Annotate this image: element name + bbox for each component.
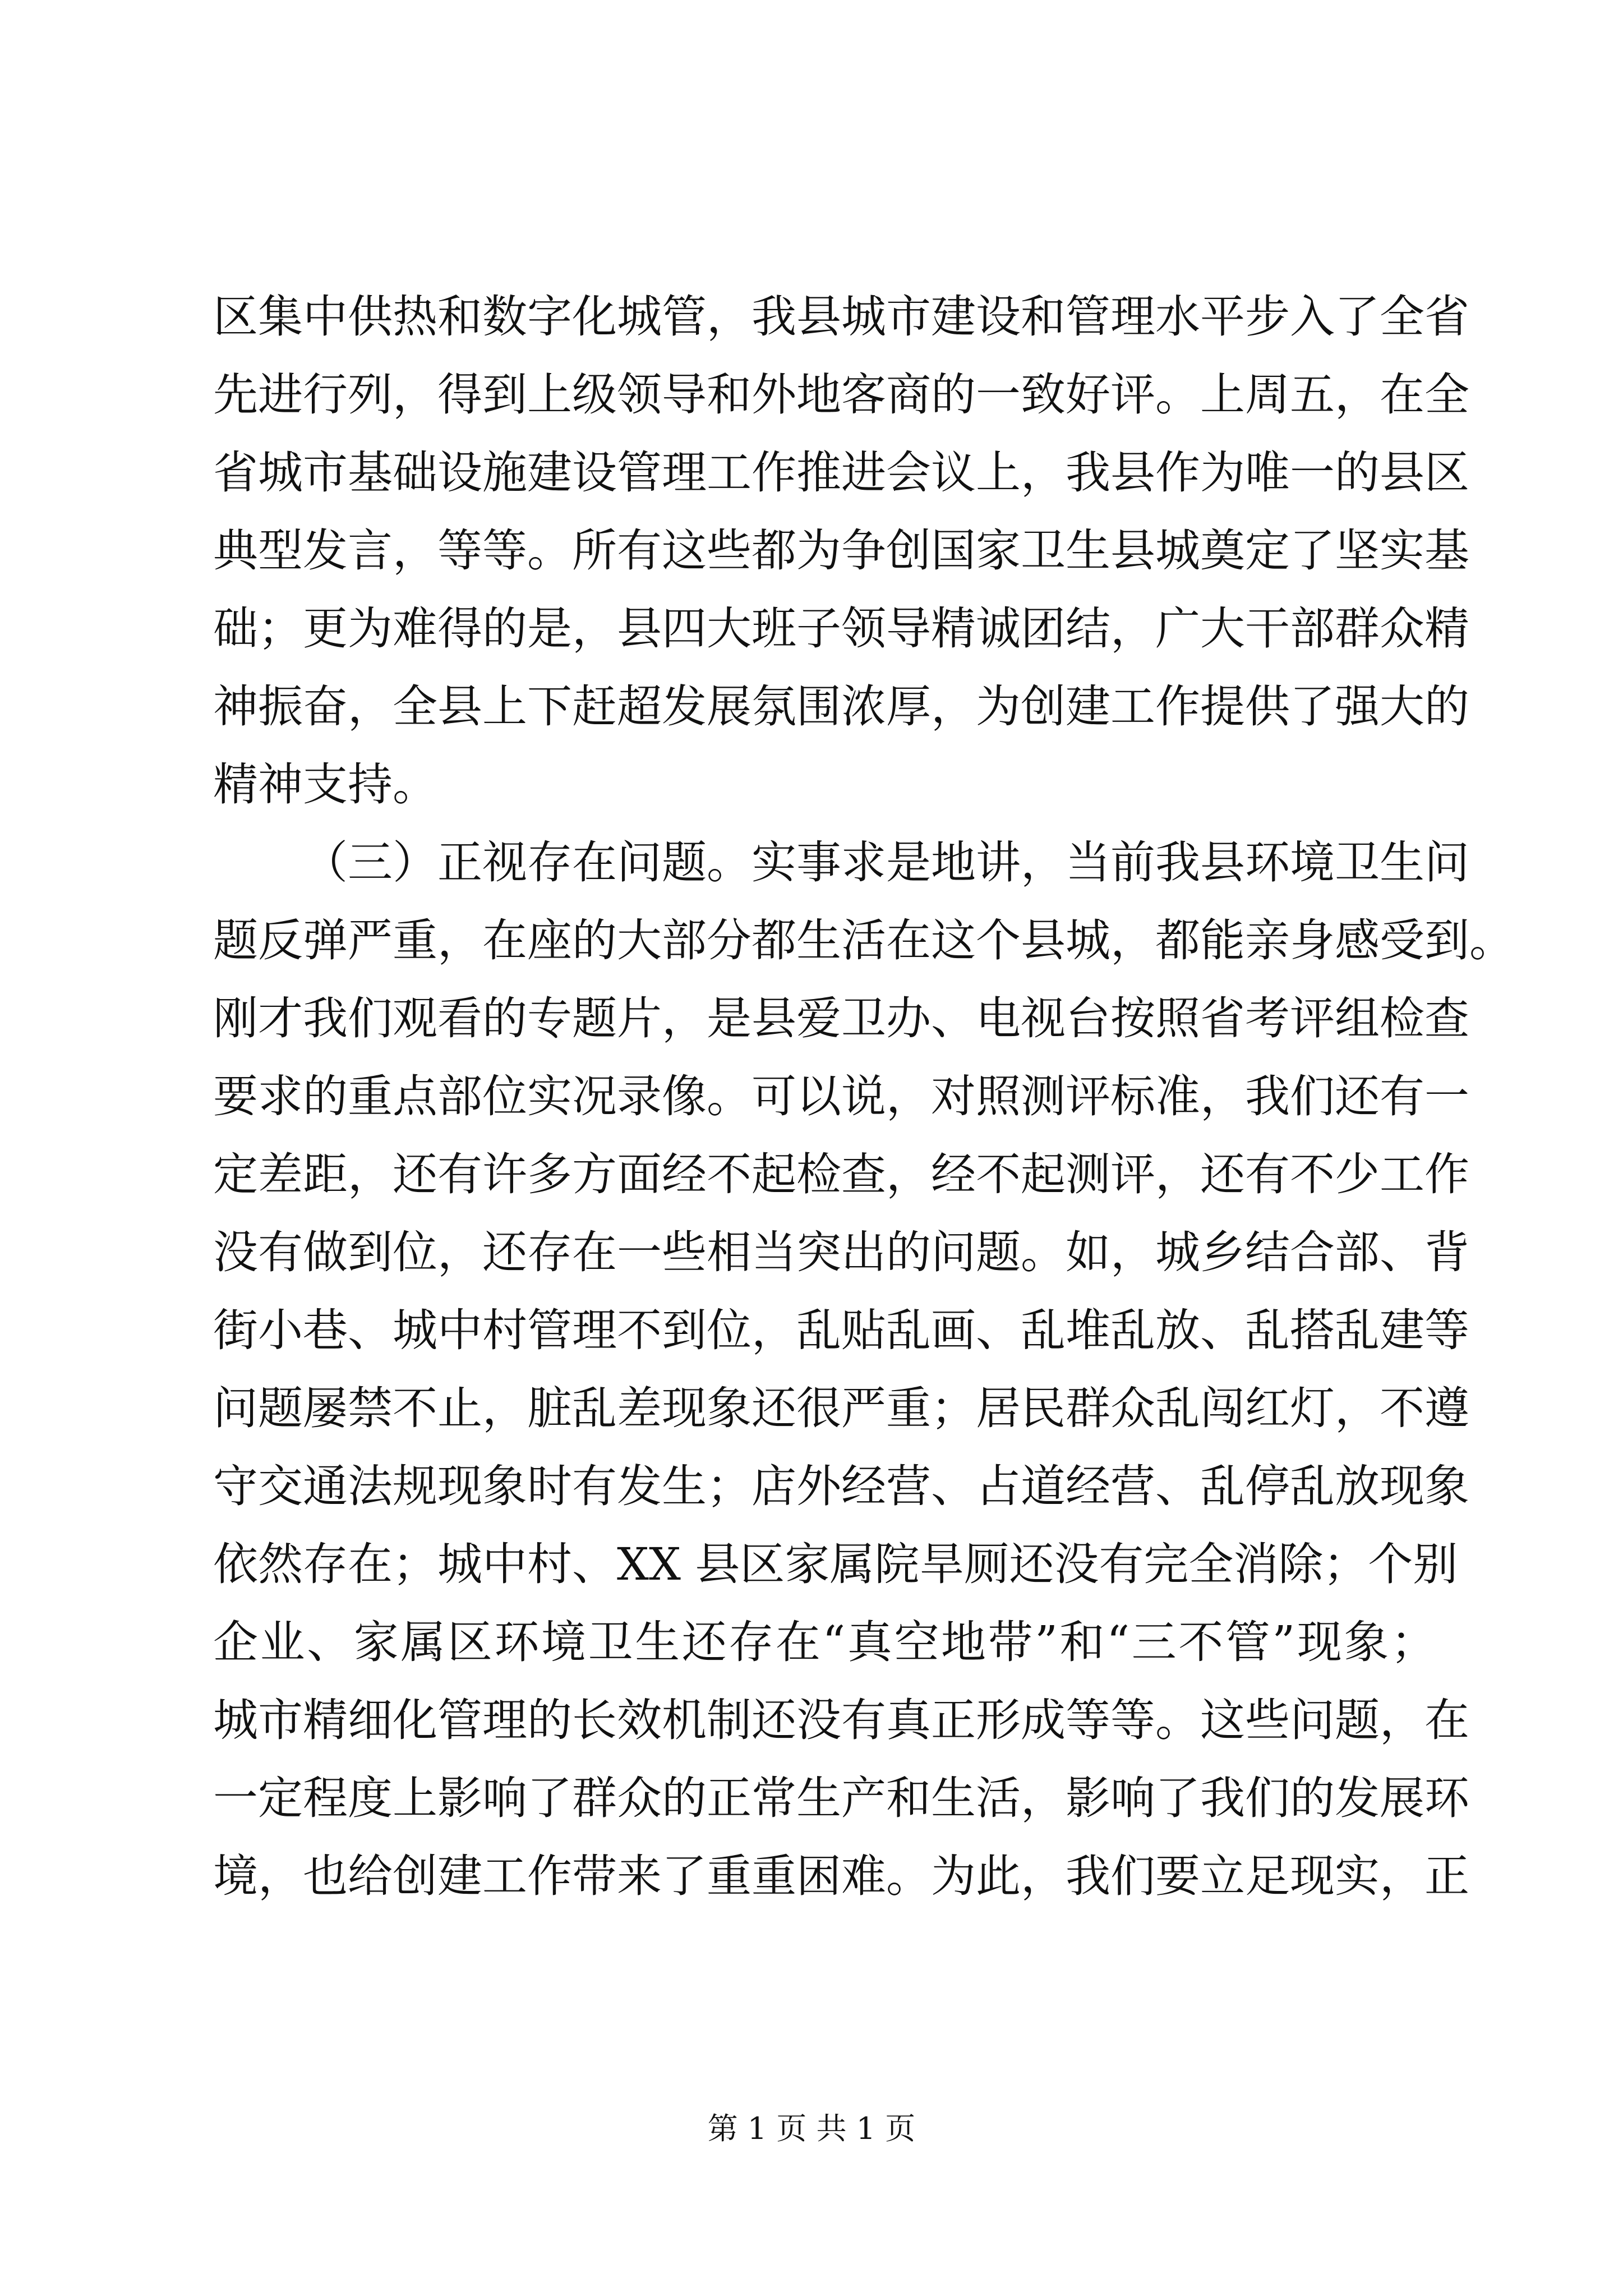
text-line: 境，也给创建工作带来了重重困难。为此，我们要立足现实，正 bbox=[213, 1850, 1469, 1902]
text-line: 精神支持。 bbox=[213, 758, 437, 811]
text-line: 题反弹严重，在座的大部分都生活在这个县城，都能亲身感受到。 bbox=[213, 914, 1514, 967]
text-line: 问题屡禁不止，脏乱差现象还很严重；居民群众乱闯红灯，不遵 bbox=[213, 1382, 1469, 1434]
page-footer bbox=[0, 2109, 1623, 2148]
text-line: 刚才我们观看的专题片，是县爱卫办、电视台按照省考评组检查 bbox=[213, 992, 1469, 1045]
text-line: 依然存在；城中村、XX 县区家属院旱厕还没有完全消除；个别 bbox=[213, 1538, 1458, 1590]
text-line: 定差距，还有许多方面经不起检查，经不起测评，还有不少工作 bbox=[213, 1148, 1469, 1200]
text-line: 一定程度上影响了群众的正常生产和生活，影响了我们的发展环 bbox=[213, 1772, 1469, 1824]
text-line: 没有做到位，还存在一些相当突出的问题。如，城乡结合部、背 bbox=[213, 1226, 1469, 1278]
body-text bbox=[213, 278, 1514, 1915]
text-line: 础；更为难得的是，县四大班子领导精诚团结，广大干部群众精 bbox=[213, 602, 1469, 655]
text-line: 要求的重点部位实况录像。可以说，对照测评标准，我们还有一 bbox=[213, 1070, 1469, 1122]
text-line: 区集中供热和数字化城管，我县城市建设和管理水平步入了全省 bbox=[213, 291, 1469, 343]
text-line: 城市精细化管理的长效机制还没有真正形成等等。这些问题，在 bbox=[213, 1694, 1469, 1746]
text-line: 企业、家属区环境卫生还存在“真空地带”和“三不管”现象； bbox=[213, 1616, 1436, 1668]
text-line: 省城市基础设施建设管理工作推进会议上，我县作为唯一的县区 bbox=[213, 447, 1469, 499]
text-line: 神振奋，全县上下赶超发展氛围浓厚，为创建工作提供了强大的 bbox=[213, 680, 1469, 733]
section-heading-line: （三）正视存在问题。实事求是地讲，当前我县环境卫生问 bbox=[303, 836, 1469, 889]
text-line: 先进行列，得到上级领导和外地客商的一致好评。上周五，在全 bbox=[213, 369, 1469, 421]
text-line: 守交通法规现象时有发生；店外经营、占道经营、乱停乱放现象 bbox=[213, 1460, 1469, 1512]
text-line: 典型发言，等等。所有这些都为争创国家卫生县城奠定了坚实基 bbox=[213, 524, 1469, 577]
page-number: 第 1 页 共 1 页 bbox=[707, 2111, 916, 2146]
text-line: 街小巷、城中村管理不到位，乱贴乱画、乱堆乱放、乱搭乱建等 bbox=[213, 1304, 1469, 1356]
